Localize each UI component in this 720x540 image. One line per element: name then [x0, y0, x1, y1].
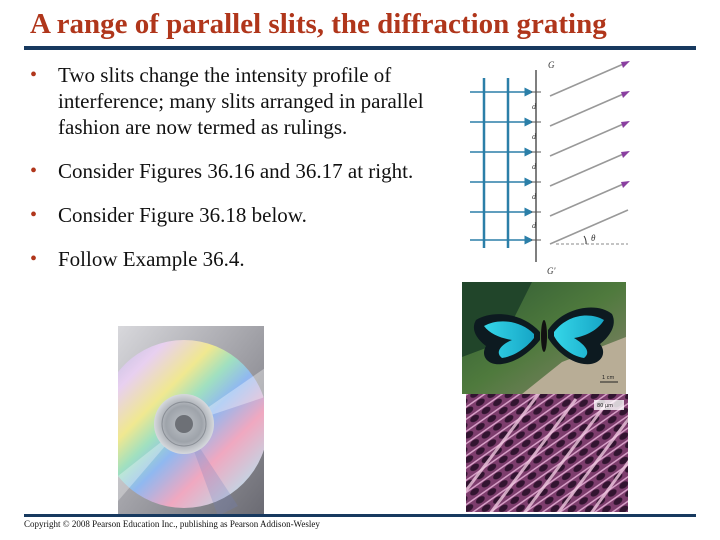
bullet-text: Consider Figure 36.18 below.	[58, 203, 307, 227]
spacing-label: d	[532, 102, 536, 111]
diffracted-ray	[550, 122, 628, 156]
butterfly-photo	[462, 282, 626, 394]
bullet-list	[30, 62, 430, 290]
bullet-marker: •	[30, 204, 38, 226]
bullet-item	[30, 246, 430, 272]
diffracted-ray	[550, 152, 628, 186]
diffracted-arrowhead	[621, 121, 630, 128]
slide-title: A range of parallel slits, the diffraction grating	[30, 8, 607, 40]
bullet-text: Follow Example 36.4.	[58, 247, 245, 271]
diffracted-ray	[550, 182, 628, 216]
grating-label-bottom: G'	[547, 266, 556, 276]
diffracted-arrowhead	[621, 181, 630, 188]
grating-diagram	[470, 56, 640, 278]
cd-photo	[118, 326, 264, 516]
diffracted-ray	[550, 210, 628, 244]
spacing-label: d	[532, 192, 536, 201]
grating-label-top: G	[548, 60, 555, 70]
diffracted-ray	[550, 62, 628, 96]
bullet-item	[30, 202, 430, 228]
spacing-label: d	[532, 221, 536, 230]
bullet-text: Consider Figures 36.16 and 36.17 at right.	[58, 159, 414, 183]
diffracted-arrowhead	[621, 61, 630, 68]
diffracted-arrowhead	[621, 151, 630, 158]
bullet-marker: •	[30, 160, 38, 182]
angle-arc	[584, 236, 586, 244]
bullet-text: Two slits change the intensity profile of interference; many slits arranged in parallel fashion are now termed as rulings.	[58, 63, 424, 139]
cd-hole	[175, 415, 193, 433]
wing-micrograph	[466, 394, 628, 512]
diffracted-arrowhead	[621, 91, 630, 98]
footer-rule	[24, 514, 696, 517]
spacing-label: d	[532, 162, 536, 171]
scale-label: 80 μm	[597, 403, 614, 409]
bullet-marker: •	[30, 248, 38, 270]
butterfly-body	[541, 320, 547, 352]
bullet-item	[30, 62, 430, 140]
bullet-marker: •	[30, 64, 38, 86]
scale-label: 1 cm	[602, 375, 615, 381]
title-underline	[24, 46, 696, 50]
bullet-item	[30, 158, 430, 184]
spacing-label: d	[532, 132, 536, 141]
diffracted-ray	[550, 92, 628, 126]
copyright-notice: Copyright © 2008 Pearson Education Inc., publishing as Pearson Addison-Wesley	[24, 519, 320, 529]
angle-label: θ	[591, 233, 596, 243]
